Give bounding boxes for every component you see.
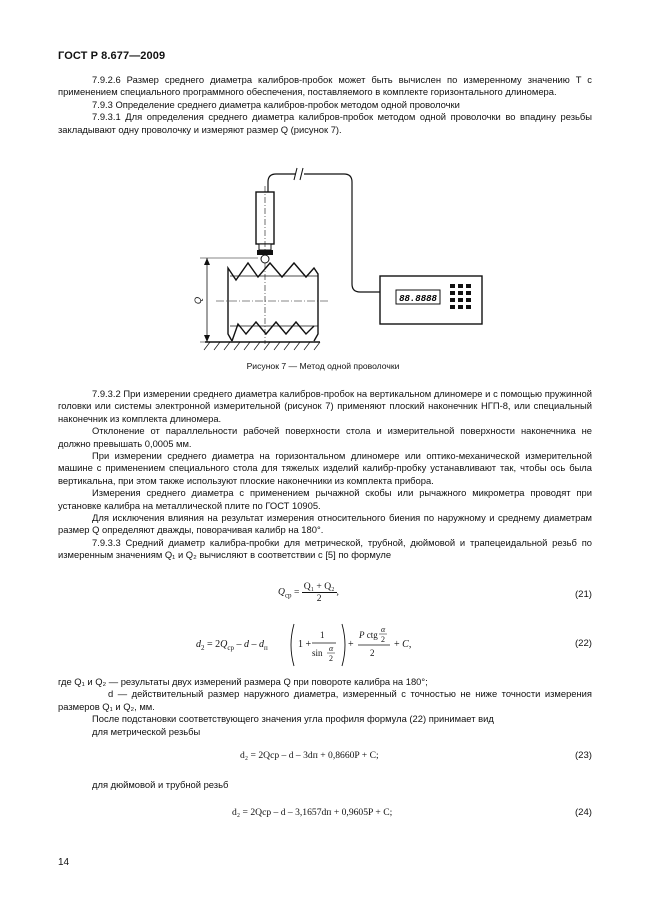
svg-text:α: α bbox=[381, 625, 386, 634]
svg-text:sin: sin bbox=[312, 648, 323, 658]
arrow-bottom bbox=[204, 335, 210, 342]
one-wire-method-diagram bbox=[0, 164, 646, 382]
display-value: 88.8888 bbox=[399, 294, 437, 304]
equation-number-24: (24) bbox=[574, 807, 592, 818]
formula-24: d₂ = 2Qср – d – 3,1657dп + 0,9605P + C; bbox=[232, 807, 393, 818]
figure-caption: Рисунок 7 — Метод одной проволочки bbox=[246, 361, 400, 371]
svg-text:α: α bbox=[329, 644, 334, 653]
where-q: где Q₁ и Q₂ — результаты двух измерений размера Q при повороте калибра на 180°; bbox=[58, 676, 428, 687]
svg-text:1 +: 1 + bbox=[298, 639, 312, 650]
figure-7 bbox=[0, 164, 646, 382]
svg-text:+: + bbox=[348, 639, 354, 650]
formula-21: $Q_{ср}$ = $\frac{\text{Q₁ + Q₂}}{2}$ , bbox=[278, 581, 339, 604]
thread-gauge bbox=[228, 263, 318, 341]
paragraph: 7.9.2.6 Размер среднего диаметра калибров-пробок может быть вычислен по измеренному значению T с применением специального программного обеспечения, поставляемого в комплекте горизонтального длиномера. bbox=[58, 74, 592, 98]
formula-22-svg bbox=[196, 620, 436, 670]
section-7-9-2-6 bbox=[58, 74, 592, 136]
arrow-top bbox=[204, 258, 210, 265]
svg-text:2: 2 bbox=[381, 635, 385, 644]
paragraph: 7.9.3 Определение среднего диаметра калибров-пробок методом одной проволочки bbox=[92, 98, 460, 110]
where-block bbox=[58, 676, 592, 738]
svg-text:+ C,: + C, bbox=[394, 639, 412, 650]
svg-text:1: 1 bbox=[320, 630, 325, 640]
base-hatching bbox=[204, 342, 320, 350]
inch-pipe-label: для дюймовой и трубной резьб bbox=[92, 779, 229, 790]
cable-right bbox=[304, 174, 380, 292]
section-7-9-3-2 bbox=[58, 388, 592, 562]
svg-text:2: 2 bbox=[329, 654, 333, 663]
formula-23: d₂ = 2Qср – d – 3dп + 0,8660P + C; bbox=[240, 750, 379, 761]
inch-pipe-label-block bbox=[58, 779, 592, 791]
paragraph: 7.9.3.3 Средний диаметр калибра-пробки для метрической, трубной, дюймовой и трапецеидальной резьб по измеренным значениям Q₁ и Q₂ вычисляют в соответствии с [5] по формуле bbox=[58, 536, 592, 561]
metric-label: для метрической резьбы bbox=[92, 725, 201, 737]
where-d: d — действительный размер наружного диаметра, измеренный с точностью не ниже точности измерения размеров Q₁ и Q₂, мм. bbox=[58, 688, 592, 712]
paragraph: 7.9.3.2 При измерении среднего диаметра калибров-пробок на вертикальном длиномере и с помощью пружинной головки или системы электронной измерительной (рисунок 7) применяют плоский наконечник НГП-8, или специальный наконечник из комплекта длиномера. bbox=[58, 388, 592, 424]
cable-left bbox=[268, 174, 296, 194]
paragraph: При измерении среднего диаметра на горизонтальном длиномере или оптико-механической измерительной машине с применением специального стола для тяжелых изделий калибр-пробку устанавливают так, чтобы ось была вертикальна, при этом также используют плоские наконечники из комплекта прибора. bbox=[58, 450, 592, 486]
q-dimension-label: Q bbox=[192, 296, 204, 305]
paragraph: Для исключения влияния на результат измерения относительного биения по наружному и среднему диаметрам размер Q определяют дважды, поворачивая калибр на 180°. bbox=[58, 512, 592, 536]
after-substitution: После подстановки соответствующего значения угла профиля формула (22) принимает вид bbox=[92, 713, 494, 725]
equation-number-21: (21) bbox=[574, 589, 592, 600]
formula-22 bbox=[196, 620, 436, 670]
svg-text:P ctg: P ctg bbox=[359, 630, 378, 640]
svg-text:2: 2 bbox=[370, 648, 375, 658]
svg-text:d2 = 2Qср – d – dп: $d_2 = 2Q_{ср} - d - d_п$ bbox=[196, 639, 268, 652]
cable-break-mark bbox=[300, 168, 303, 180]
paragraph: Измерения среднего диаметра с применением рычажной скобы или рычажного микрометра проводят при установке калибра на металлической плите по ГОСТ 10905. bbox=[58, 487, 592, 511]
page-number: 14 bbox=[58, 857, 70, 868]
equation-number-22: (22) bbox=[574, 638, 592, 649]
equation-number-23: (23) bbox=[574, 750, 592, 761]
paragraph: 7.9.3.1 Для определения среднего диаметра калибров-пробок методом одной проволочки во впадину резьбы закладывают одну проволочку и измеряют размер Q (рисунок 7). bbox=[58, 111, 592, 135]
paragraph: Отклонение от параллельности рабочей поверхности стола и измерительной поверхности наконечника не должно превышать 0,0005 мм. bbox=[58, 425, 592, 449]
wire bbox=[261, 255, 269, 263]
document-header: ГОСТ Р 8.677—2009 bbox=[58, 50, 166, 62]
